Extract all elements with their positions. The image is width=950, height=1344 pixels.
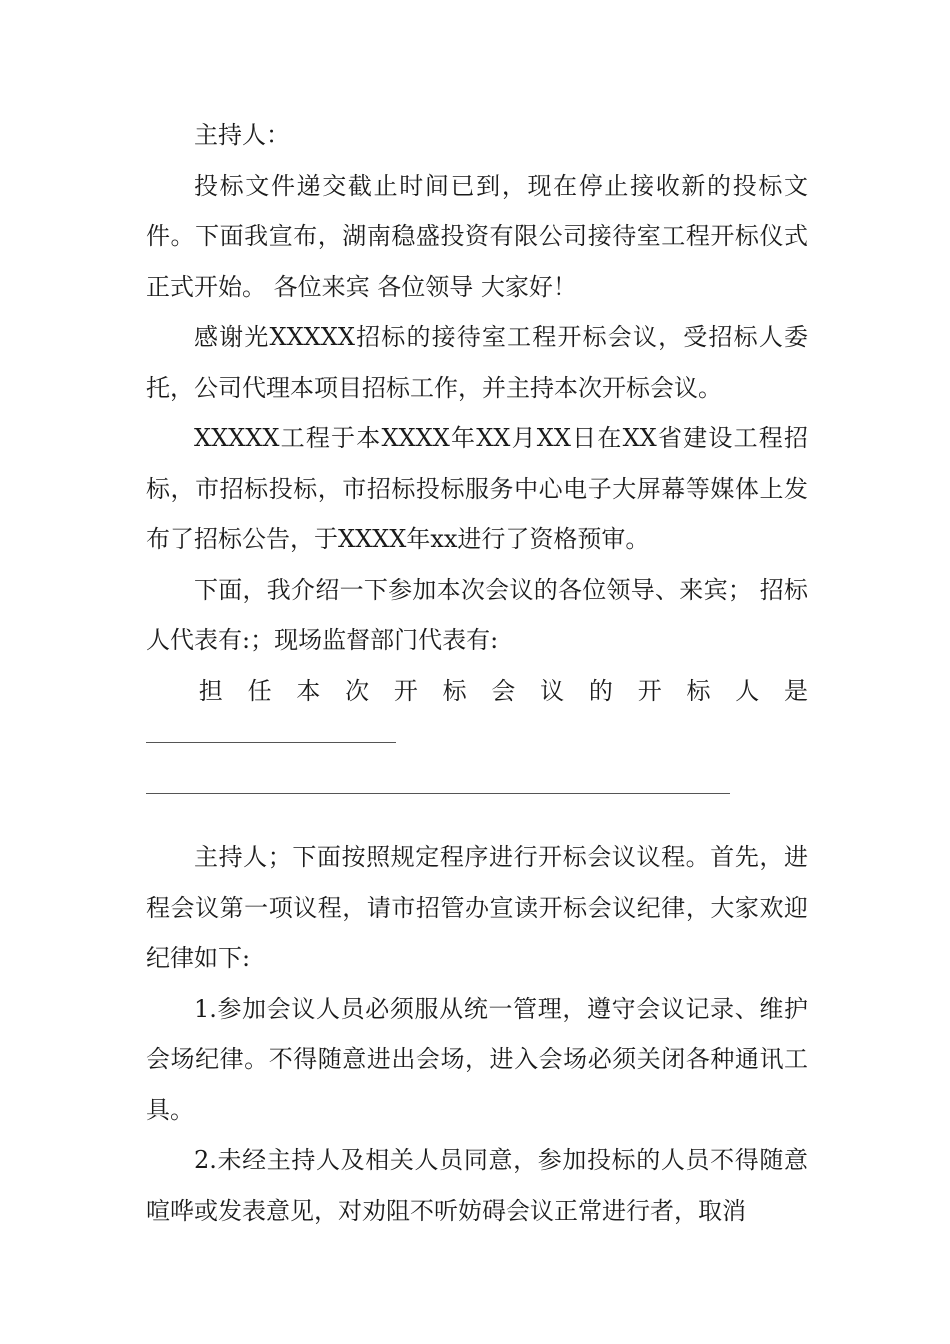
opener-char: 本	[296, 676, 321, 705]
paragraph-introductions: 下面，我介绍一下参加本次会议的各位领导、来宾； 招标人代表有:；现场监督部门代表有:	[146, 575, 808, 654]
agenda-section	[146, 832, 808, 1236]
paragraph-project-background: XXXXX工程于本XXXX年XX月XX日在XX省建设工程招标，市招标投标，市招标投标服务中心电子大屏幕等媒体上发布了招标公告，于XXXX年xx进行了资格预审。	[146, 424, 808, 553]
opener-char: 人	[735, 676, 760, 705]
paragraph-thanks: 感谢光XXXXX招标的接待室工程开标会议，受招标人委托，公司代理本项目招标工作，并主持本次开标会议。	[146, 323, 808, 402]
opener-char: 开	[393, 676, 418, 705]
opener-char: 的	[588, 676, 613, 705]
opener-char: 会	[491, 676, 516, 705]
opener-char: 议	[540, 676, 565, 705]
paragraph-agenda-start: 主持人；下面按照规定程序进行开标会议议程。首先，进程会议第一项议程，请市招管办宣读开标会议纪律，大家欢迎 纪律如下:	[146, 843, 808, 972]
paragraph-opener-line	[146, 666, 808, 717]
fill-in-blank-short	[146, 742, 396, 743]
opener-char: 标	[686, 676, 711, 705]
paragraph-host-label: 主持人：	[194, 121, 290, 149]
opener-char: 标	[442, 676, 467, 705]
opener-char: 是	[783, 676, 808, 705]
paragraph-opening-announcement: 投标文件递交截止时间已到，现在停止接收新的投标文件。下面我宣布，湖南稳盛投资有限公司接待室工程开标仪式正式开始。 各位来宾 各位领导 大家好！	[146, 171, 808, 301]
fill-in-blank-long	[146, 793, 730, 794]
opener-char: 担	[198, 676, 223, 705]
paragraph-rule-1: 1.参加会议人员必须服从统一管理，遵守会议记录、维护会场纪律。不得随意进出会场，进入会场必须关闭各种通讯工具。	[146, 994, 808, 1124]
document-body	[146, 110, 808, 1236]
opener-char: 开	[637, 676, 662, 705]
opener-char: 次	[345, 676, 370, 705]
paragraph-rule-2: 2.未经主持人及相关人员同意，参加投标的人员不得随意喧哗或发表意见，对劝阻不听妨碍会议正常进行者，取消	[146, 1146, 808, 1225]
opener-char: 任	[247, 676, 272, 705]
